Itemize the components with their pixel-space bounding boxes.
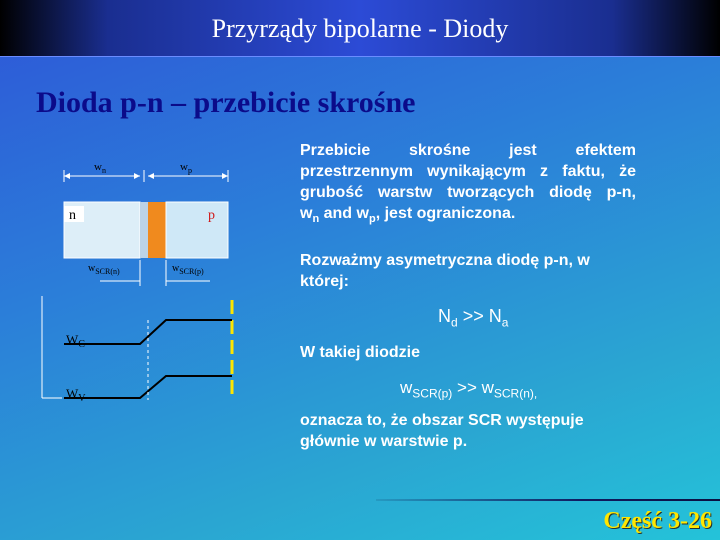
label-wscrp: $w_{SCR(p)}$ bbox=[172, 263, 204, 276]
pn-diode-diagram bbox=[0, 100, 300, 540]
depletion-n bbox=[140, 202, 148, 258]
paragraph-consider: Rozważmy asymetryczna diodę p-n, w której: bbox=[300, 252, 590, 290]
depletion-p bbox=[148, 202, 166, 258]
paragraph-intro: Przebicie skrośne jest efektem przestrzennym wynikającym z faktu, że grubość warstw tworzących diodę p-n, $w_n$ and $w_p$, jest ograniczona. bbox=[300, 142, 636, 226]
label-p: p bbox=[208, 208, 215, 223]
label-wn: $w_n$ bbox=[94, 161, 106, 175]
slide-title: Przyrządy bipolarne - Diody bbox=[211, 14, 509, 43]
footer-part-number: Część 3-26 bbox=[603, 508, 712, 534]
label-n: n bbox=[69, 208, 76, 223]
arrow-head bbox=[148, 173, 154, 179]
arrow-head bbox=[134, 173, 140, 179]
label-wv: $W_V$ bbox=[66, 386, 86, 404]
arrow-head bbox=[64, 173, 70, 179]
doping-formula: $N_d >> N_a$ bbox=[438, 306, 509, 330]
label-wc: $W_C$ bbox=[66, 332, 85, 350]
paragraph-in-diode: W takiej diodzie bbox=[300, 344, 421, 361]
p-region bbox=[166, 202, 228, 258]
title-bar bbox=[0, 0, 720, 57]
label-wscrn: $w_{SCR(n)}$ bbox=[88, 263, 120, 276]
paragraph-conclusion: oznacza to, że obszar SCR występuje głównie w warstwie p. bbox=[300, 412, 584, 450]
footer-divider bbox=[376, 499, 720, 501]
label-wp: $w_p$ bbox=[180, 161, 192, 175]
arrow-head bbox=[222, 173, 228, 179]
page-heading: Dioda p-n – przebicie skrośne bbox=[36, 86, 416, 119]
scr-formula: $w_{SCR(p)} >> w_{SCR(n),}$ bbox=[400, 378, 538, 401]
